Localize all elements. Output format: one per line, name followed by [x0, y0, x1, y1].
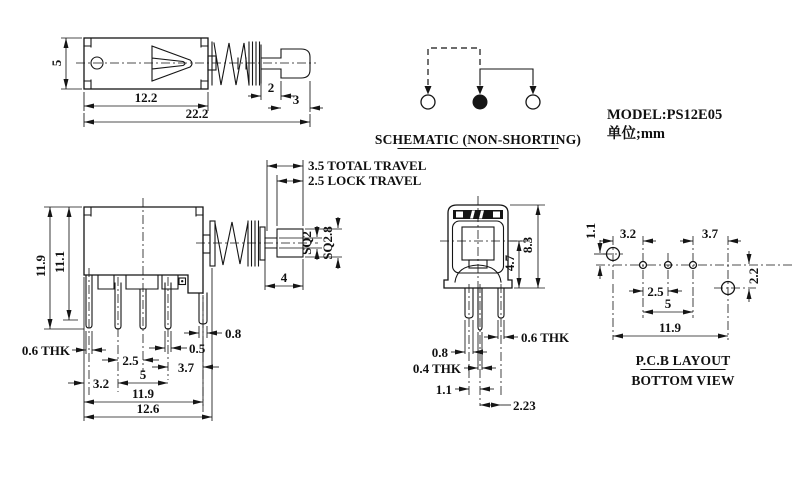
unit-note: 单位;mm — [607, 126, 665, 142]
dashed-link — [428, 48, 480, 85]
dim-pcb-25: 2.5 — [647, 284, 664, 299]
latch-pointer — [152, 46, 192, 81]
terminal-open-right — [526, 95, 540, 109]
title-block — [607, 107, 722, 142]
dim-width-119: 11.9 — [131, 386, 155, 401]
dim-pcb-37: 3.7 — [701, 226, 719, 241]
side-view-main — [22, 158, 427, 421]
spring — [212, 42, 260, 85]
body-top-notches — [84, 207, 203, 216]
dim-inner-height: 4.7 — [502, 254, 517, 272]
schematic-label: SCHEMATIC (NON-SHORTING) — [374, 132, 582, 147]
schematic — [375, 48, 581, 149]
terminal-open-left — [421, 95, 435, 109]
dim-height-inner: 11.1 — [52, 250, 67, 274]
spring — [215, 221, 259, 266]
dim-knob-length: 3 — [292, 92, 300, 107]
arrow-left — [425, 86, 432, 95]
dim-pitch-bc: 2.23 — [513, 398, 536, 413]
pcb-layout — [583, 223, 792, 388]
dim-pcb-119: 11.9 — [658, 320, 682, 335]
knob — [281, 49, 310, 78]
dim-shaft-square: SQ2 — [299, 231, 314, 255]
dim-height-outer: 11.9 — [33, 254, 48, 278]
pcb-subtitle: BOTTOM VIEW — [631, 373, 735, 388]
dim-body-length: 12.2 — [134, 90, 158, 105]
arrow-right — [530, 86, 537, 95]
index-dot — [181, 280, 183, 282]
dim-pcb-22: 2.2 — [746, 267, 761, 285]
dim-offset-32: 3.2 — [92, 376, 110, 391]
dim-pin-a-width: 0.8 — [431, 345, 448, 360]
dim-pcb-offset-11: 1.1 — [583, 222, 598, 240]
dim-pin-thickness: 0.6 THK — [21, 343, 70, 358]
dim-lock-travel: 2.5 LOCK TRAVEL — [308, 173, 422, 188]
dim-knob-square: SQ2.8 — [320, 226, 335, 260]
dim-total-travel: 3.5 TOTAL TRAVEL — [308, 158, 427, 173]
front-pin-centerlines — [469, 284, 501, 406]
spring-coupling — [203, 235, 210, 253]
dim-pitch-25: 2.5 — [122, 353, 139, 368]
dim-body-height: 5 — [49, 59, 64, 67]
spring-plate — [210, 221, 215, 266]
dim-plunger-length: 4 — [280, 270, 288, 285]
side-view-top — [49, 38, 323, 127]
dim-shaft-length: 2 — [267, 80, 275, 95]
model-number: MODEL:PS12E05 — [607, 107, 723, 123]
dim-pitch-5: 5 — [139, 367, 147, 382]
front-view — [413, 196, 570, 413]
arrow-mid — [477, 86, 484, 95]
dim-pcb-32: 3.2 — [619, 226, 637, 241]
bottom-castellations — [98, 275, 178, 289]
terminal-common — [473, 95, 488, 110]
pcb-title: P.C.B LAYOUT — [635, 353, 731, 368]
dim-width-126: 12.6 — [136, 401, 160, 416]
washer — [260, 227, 265, 260]
dim-pin-b-thk: 0.4 THK — [412, 361, 461, 376]
dim-front-height: 8.3 — [520, 236, 535, 254]
dim-pcb-5: 5 — [664, 296, 672, 311]
dim-offset-37: 3.7 — [177, 360, 195, 375]
solid-link — [480, 69, 533, 85]
dim-pin-c-thk: 0.6 THK — [521, 330, 570, 345]
dim-pitch-ab: 1.1 — [435, 382, 452, 397]
dim-pin5-width: 0.8 — [225, 326, 242, 341]
dim-pin4-width: 0.5 — [189, 341, 206, 356]
dim-total-length: 22.2 — [185, 106, 209, 121]
